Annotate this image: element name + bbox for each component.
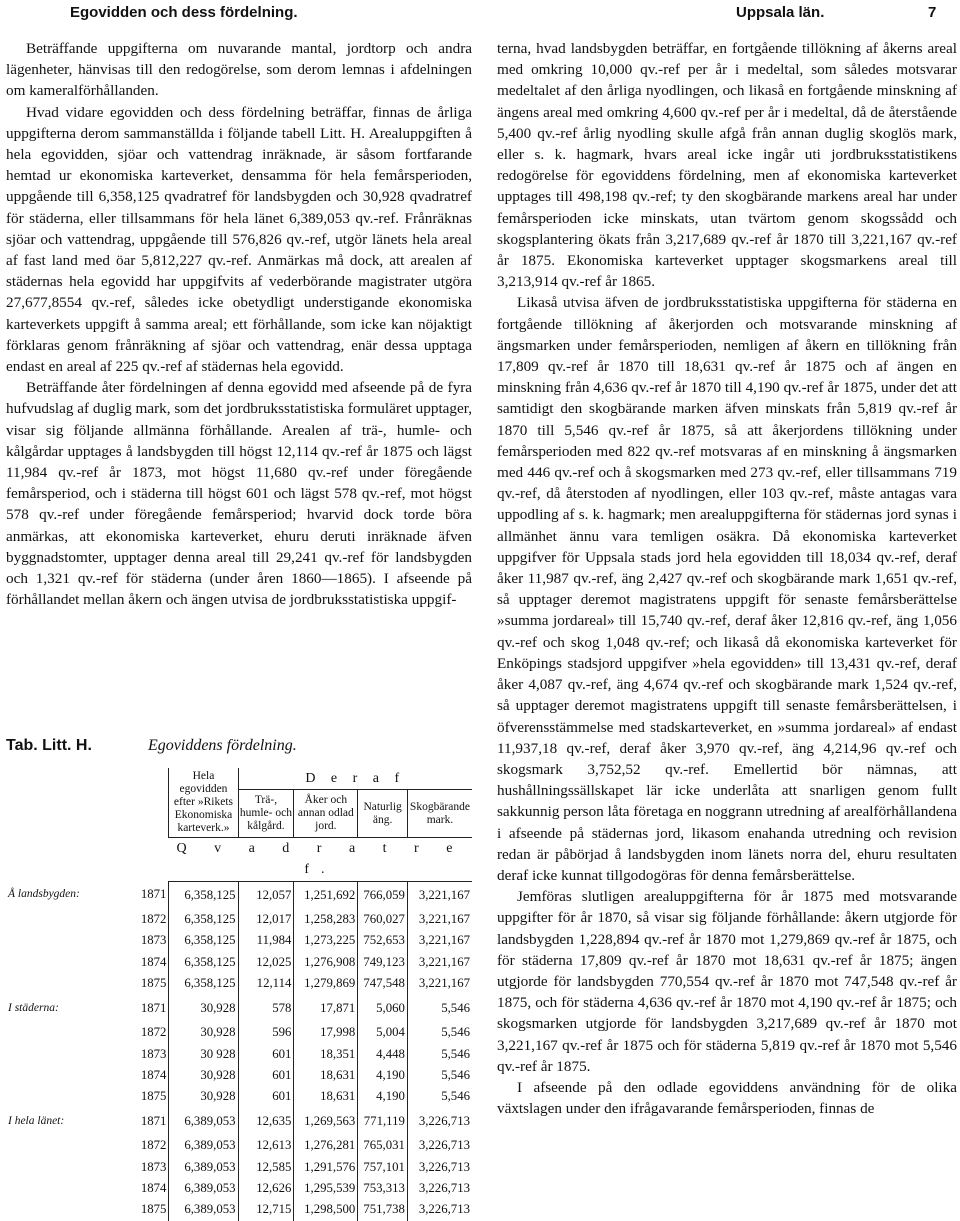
cell-aker: 1,298,500 <box>294 1199 358 1220</box>
paragraph: I afseende på den odlade egoviddens användning för de olika växtslagen under den ifrågavarande femårsperioden, finnas de <box>497 1078 957 1118</box>
cell-hela: 6,358,125 <box>169 930 238 951</box>
cell-tra: 12,057 <box>238 881 294 909</box>
cell-aker: 1,276,281 <box>294 1135 358 1156</box>
year-cell: 1872 <box>140 1025 167 1040</box>
cell-tra: 601 <box>238 1086 294 1107</box>
cell-skog: 5,546 <box>407 1022 472 1043</box>
year-cell: 1875 <box>140 1202 167 1217</box>
cell-hela: 6,358,125 <box>169 909 238 930</box>
year-cell: 1874 <box>140 1067 167 1082</box>
year-cell: 1871 <box>140 1000 167 1015</box>
table-row <box>6 994 472 1022</box>
table-row <box>6 930 472 951</box>
table-row <box>6 881 472 909</box>
cell-skog: 3,221,167 <box>407 909 472 930</box>
year-cell: 1873 <box>140 1046 167 1061</box>
left-column <box>6 38 472 610</box>
paragraph: Beträffande åter fördelningen af denna egovidd med afseende på de fyra hufvudslag af duglig mark, som det jordbruksstatistiska formuläret upptager, visar sig följande allmänna förhållande. Arealen af trä-, humle- och kålgårdar upptages å landsbygden till högst 12,114 qv.-ref år 1875 och lägst 11,984 qv.-ref år 1873, mot högst 11,680 qv.-ref under föregående femårsperiod, och i städerna till högst 601 och lägst 578 qv.-ref, mot högst 578 qv.-ref under föregående femårsperiod; hvarvid dock torde böra anmärkas, att ekonomiska karteverket, ehuru deruti inräknade äfven byggnadstomter, upptager denna areal till 29,241 qv.-ref för landsbygden och 1,321 qv.-ref för städerna (under åren 1860—1865). I afseende på förhållandet mellan åkern och ängen utvisa de jordbruksstatistiska uppgif- <box>6 379 472 609</box>
cell-skog: 5,546 <box>407 994 472 1022</box>
cell-skog: 3,226,713 <box>407 1178 472 1199</box>
cell-hela: 6,358,125 <box>169 973 238 994</box>
table-row <box>6 952 472 973</box>
header-deraf: D e r a f <box>238 768 472 790</box>
header-skog: Skogbärande mark. <box>407 790 472 838</box>
cell-tra: 12,017 <box>238 909 294 930</box>
cell-hela: 6,389,053 <box>169 1157 238 1178</box>
table-row <box>6 1178 472 1199</box>
table-label: Tab. Litt. H. <box>6 737 92 754</box>
table-title: Egoviddens fördelning. <box>148 737 297 754</box>
group-label <box>6 1044 95 1065</box>
egovidd-table <box>6 768 472 1221</box>
group-label <box>6 930 95 951</box>
cell-tra: 12,613 <box>238 1135 294 1156</box>
cell-hela: 6,358,125 <box>169 952 238 973</box>
cell-hela: 30,928 <box>169 994 238 1022</box>
table-row <box>6 909 472 930</box>
cell-tra: 596 <box>238 1022 294 1043</box>
header-tra: Trä-, humle- och kålgård. <box>238 790 294 838</box>
cell-ang: 4,190 <box>358 1065 408 1086</box>
running-title: Egovidden och dess fördelning. <box>70 4 298 21</box>
cell-hela: 30,928 <box>169 1086 238 1107</box>
paragraph: Beträffande uppgifterna om nuvarande mantal, jordtorp och andra lägenheter, hänvisas till den redogörelse, som derom lemnas i afdelningen om kameralförhållanden. <box>6 40 472 100</box>
cell-hela: 30,928 <box>169 1022 238 1043</box>
cell-ang: 757,101 <box>358 1157 408 1178</box>
cell-skog: 5,546 <box>407 1044 472 1065</box>
table-row <box>6 1065 472 1086</box>
cell-tra: 12,585 <box>238 1157 294 1178</box>
group-label <box>6 909 95 930</box>
cell-skog: 3,221,167 <box>407 930 472 951</box>
group-label <box>6 1157 95 1178</box>
cell-aker: 1,276,908 <box>294 952 358 973</box>
cell-hela: 6,358,125 <box>169 881 238 909</box>
group-label <box>6 1065 95 1086</box>
cell-aker: 17,871 <box>294 994 358 1022</box>
cell-tra: 12,025 <box>238 952 294 973</box>
year-cell: 1873 <box>140 933 167 948</box>
cell-aker: 1,273,225 <box>294 930 358 951</box>
paragraph: Likaså utvisa äfven de jordbruksstatistiska uppgifterna för städerna en fortgående tillökning af åkerjorden och motsvarande minskning af ängsmarken under femårsperioden, nemligen af åkern en tillökning från 17,809 qv.-ref år 1870 till 18,631 qv.-ref år 1875 och af ängen en minskning från 4,636 qv.-ref år 1870 till 4,190 qv.-ref år 1875, under det att samtidigt den skogbärande marken äfven minskats från 5,819 qv.-ref år 1870 till 5,546 qv.-ref år 1875, så att åkerjordens tillökning under femårsperioden med 822 qv.-ref motsvaras af en minskning å ängsmarken med 446 qv.-ref och å skogsmarken med 273 qv.-ref, eller tillsammans 719 qv.-ref, då återstoden af nyodlingen, eller 103 qv.-ref, måste antagas vara uppodling af s. k. hagmark; men arealuppgifterna för städernas jord synas i allmänhet ännu vara temligen osäkra. Då ekonomiska karteverket uppgifver för Uppsala stads jord hela egovidden till 18,034 qv.-ref, deraf åker 11,987 qv.-ref, äng 2,427 qv.-ref och skogbärande mark 1,651 qv.-ref, så upptager deremot magistratens uppgift för senaste femårsberättelse »summa jordareal» till 15,740 qv.-ref, deraf åker 12,816 qv.-ref, äng 1,056 qv.-ref och skog 1,048 qv.-ref; och likaså då ekonomiska karteverket för Enköpings stadsjord uppgifver »hela egovidden» till 13,431 qv.-ref, deraf åker 4,087 qv.-ref, äng 4,674 qv.-ref och skogbärande mark 1,524 qv.-ref, så upptager deremot magistratens uppgift till senaste femårsberättelsen, i öfverensstämmelse med stadskarteverket, en »summa jordareal» af endast 11,937,18 qv.-ref, deraf åker 3,970 qv.-ref, äng 4,214,96 qv.-ref och skogsmark 3,752,52 qv.-ref. Emellertid bör nämnas, att hushållningssällskapet lär icke underlåta att snarligen genom fullt sakkunnig person låta företaga en noggrann utredning af arealförhållandena i afseende på städernas jord, likasom enahanda utredning och revision redan är påbörjad å landsbygden inom länets norra del, ehuru resultaten deraf icke kunnat tillgodogöras för denna femårsberättelse. <box>497 294 957 884</box>
cell-tra: 601 <box>238 1065 294 1086</box>
cell-skog: 5,546 <box>407 1065 472 1086</box>
year-cell: 1875 <box>140 975 167 990</box>
table-row <box>6 1199 472 1220</box>
cell-tra: 12,715 <box>238 1199 294 1220</box>
cell-skog: 3,221,167 <box>407 881 472 909</box>
cell-skog: 3,221,167 <box>407 973 472 994</box>
cell-aker: 17,998 <box>294 1022 358 1043</box>
cell-ang: 747,548 <box>358 973 408 994</box>
year-cell: 1872 <box>140 912 167 927</box>
cell-hela: 6,389,053 <box>169 1135 238 1156</box>
cell-tra: 12,114 <box>238 973 294 994</box>
year-cell: 1871 <box>140 1113 167 1128</box>
table-row <box>6 1086 472 1107</box>
cell-skog: 3,226,713 <box>407 1135 472 1156</box>
region-title: Uppsala län. <box>736 4 825 21</box>
group-label <box>6 973 95 994</box>
cell-skog: 3,226,713 <box>407 1107 472 1135</box>
header-aker: Åker och annan odlad jord. <box>294 790 358 838</box>
cell-tra: 578 <box>238 994 294 1022</box>
cell-skog: 3,221,167 <box>407 952 472 973</box>
group-label <box>6 1199 95 1220</box>
cell-ang: 760,027 <box>358 909 408 930</box>
cell-hela: 6,389,053 <box>169 1107 238 1135</box>
cell-aker: 18,631 <box>294 1086 358 1107</box>
group-label <box>6 1135 95 1156</box>
table-row <box>6 1022 472 1043</box>
unit-row: Q v a d r a t r e f. <box>169 838 472 882</box>
cell-ang: 766,059 <box>358 881 408 909</box>
cell-tra: 12,635 <box>238 1107 294 1135</box>
header-hela: Hela egovidden efter »Rikets Ekonomiska karteverk.» <box>169 768 238 838</box>
table-body <box>6 881 472 1221</box>
group-label <box>6 1086 95 1107</box>
group-label: I hela länet: <box>8 1114 65 1127</box>
table-row <box>6 1135 472 1156</box>
group-label <box>6 952 95 973</box>
cell-ang: 753,313 <box>358 1178 408 1199</box>
cell-ang: 4,448 <box>358 1044 408 1065</box>
cell-hela: 30 928 <box>169 1044 238 1065</box>
cell-hela: 6,389,053 <box>169 1199 238 1220</box>
year-cell: 1872 <box>140 1138 167 1153</box>
cell-hela: 30,928 <box>169 1065 238 1086</box>
cell-ang: 765,031 <box>358 1135 408 1156</box>
header-naturlig: Naturlig äng. <box>358 790 408 838</box>
table-row <box>6 1157 472 1178</box>
cell-ang: 771,119 <box>358 1107 408 1135</box>
cell-aker: 1,258,283 <box>294 909 358 930</box>
cell-skog: 3,226,713 <box>407 1199 472 1220</box>
cell-ang: 749,123 <box>358 952 408 973</box>
cell-ang: 4,190 <box>358 1086 408 1107</box>
group-label: I städerna: <box>8 1001 59 1014</box>
year-cell: 1874 <box>140 954 167 969</box>
cell-tra: 601 <box>238 1044 294 1065</box>
table-row <box>6 973 472 994</box>
table-row <box>6 1044 472 1065</box>
cell-aker: 1,295,539 <box>294 1178 358 1199</box>
year-cell: 1871 <box>140 887 167 902</box>
cell-skog: 5,546 <box>407 1086 472 1107</box>
cell-aker: 18,351 <box>294 1044 358 1065</box>
page-number: 7 <box>928 4 937 21</box>
paragraph: terna, hvad landsbygden beträffar, en fortgående tillökning af åkerns areal med omkring 10,000 qv.-ref per år i medeltal, som således motsvarar medeltalet af den årliga nyodlingen, och likaså en fortgående minskning af ängens areal med omkring 4,600 qv.-ref per år i medeltal, då de återstående 5,400 qv.-ref årlig nyodling skulle afgå från annan duglig skoglös mark, eller s. k. hagmark, hvars areal icke ingår uti jordbruksstatistikens redogörelse för egoviddens fördelning, men af ekonomiska karteverket upptages till 498,198 qv.-ref; ty den skogbärande markens areal har under femårsperioden icke minskats, utan tvärtom genom skogssådd och skogsplantering ökats från 3,217,689 qv.-ref år 1870 till 3,221,167 qv.-ref år 1875. Ekonomiska karteverket upptager skogsmarkens areal till 3,213,914 qv.-ref år 1865. <box>497 40 957 291</box>
cell-ang: 752,653 <box>358 930 408 951</box>
cell-tra: 11,984 <box>238 930 294 951</box>
table-caption <box>6 737 297 755</box>
cell-ang: 5,060 <box>358 994 408 1022</box>
cell-ang: 751,738 <box>358 1199 408 1220</box>
cell-aker: 18,631 <box>294 1065 358 1086</box>
cell-ang: 5,004 <box>358 1022 408 1043</box>
year-cell: 1873 <box>140 1159 167 1174</box>
paragraph: Hvad vidare egovidden och dess fördelning beträffar, finnas de årliga uppgifterna derom sammanställda i följande tabell Litt. H. Arealuppgiften å hela egovidden, sjöar och vattendrag inräknade, är såsom fortfarande hemtad ur ekonomiska karteverket, densamma för hela femårsperioden, uppgående till 6,358,125 qvadratref för landsbygden och 30,928 qvadratref för städerna, eller tillsammans för hela länet 6,389,053 qv.-ref. Frånräknas sjöar och vattendrag, uppgående till 576,826 qv.-ref, utgör länets hela areal af fast land med öar 5,812,227 qv.-ref. Anmärkas må dock, att arealen af städernas hela egovidd har uppgifvits af vederbörande magistrater utgöra 27,677,8554 qv.-ref, således icke obetydligt understigande ekonomiska karteverkets uppgift å samma areal; ett förhållande, som icke kan nöjaktigt förklaras genom frånräkning af sjöar och vattendrag, enär dessa upptaga endast en areal af 225 qv.-ref af städernas hela egovidd. <box>6 103 472 376</box>
group-label: Å landsbygden: <box>8 888 80 901</box>
table-row <box>6 1107 472 1135</box>
cell-hela: 6,389,053 <box>169 1178 238 1199</box>
year-cell: 1875 <box>140 1089 167 1104</box>
year-cell: 1874 <box>140 1181 167 1196</box>
cell-aker: 1,269,563 <box>294 1107 358 1135</box>
cell-tra: 12,626 <box>238 1178 294 1199</box>
cell-aker: 1,251,692 <box>294 881 358 909</box>
cell-aker: 1,279,869 <box>294 973 358 994</box>
cell-skog: 3,226,713 <box>407 1157 472 1178</box>
right-column <box>497 38 957 1119</box>
cell-aker: 1,291,576 <box>294 1157 358 1178</box>
group-label <box>6 1178 95 1199</box>
paragraph: Jemföras slutligen arealuppgifterna för år 1875 med motsvarande uppgifter för år 1870, så visar sig följande förhållande: åkern utgjorde för landsbygden 1,228,894 qv.-ref år 1870 mot 1,279,869 qv.-ref år 1875, och för städerna 17,809 qv.-ref år 1870 mot 18,631 qv.-ref år 1875; ängen utgjorde för landsbygden 770,554 qv.-ref år 1870 mot 747,548 qv.-ref år 1875, och för städerna 4,636 qv.-ref år 1870 mot 4,190 qv.-ref år 1875; och skogsmarken utgjorde för landsbygden 3,217,689 qv.-ref år 1870 mot 3,221,167 qv.-ref år 1875 och för städerna 5,819 qv.-ref år 1870 mot 5,546 qv.-ref år 1875. <box>497 888 957 1075</box>
group-label <box>6 1022 95 1043</box>
